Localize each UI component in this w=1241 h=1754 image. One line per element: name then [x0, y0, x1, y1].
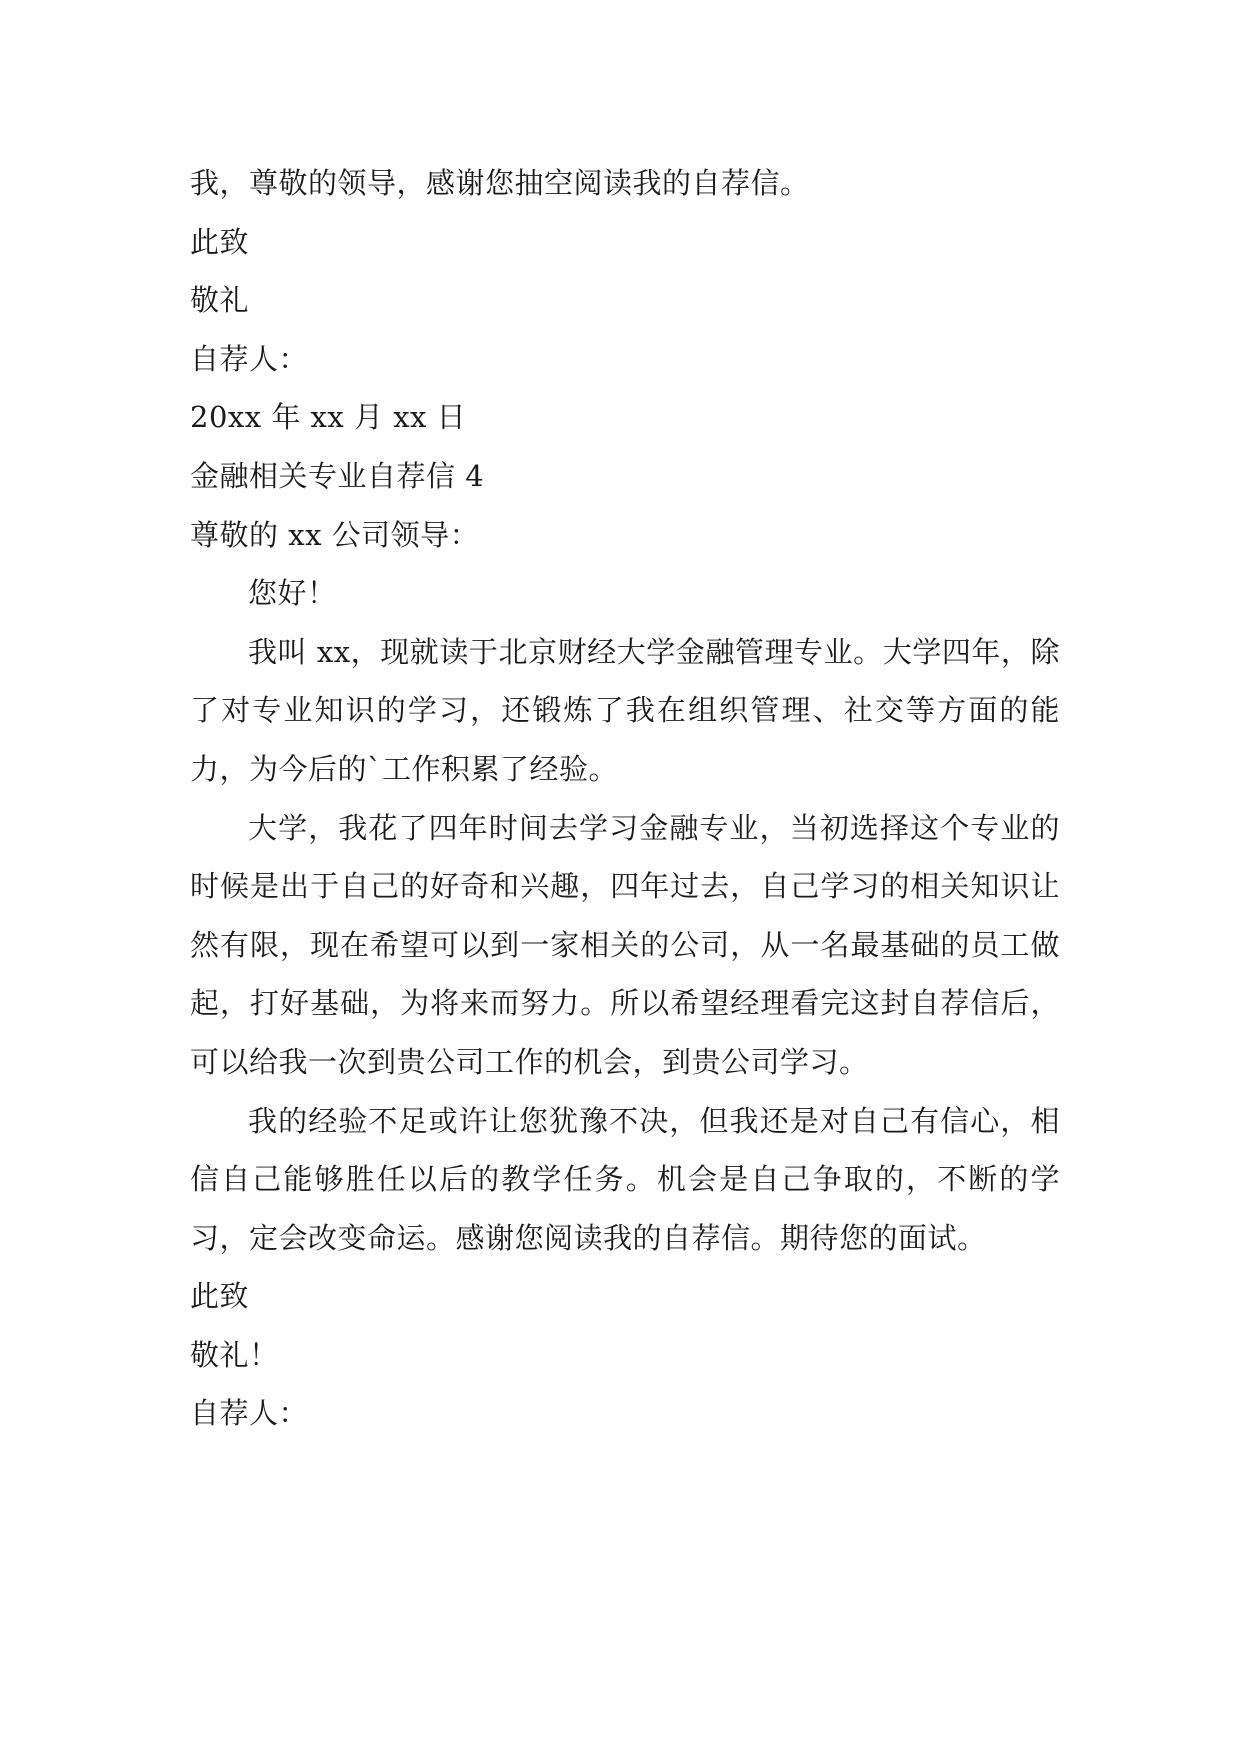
signer-label: 自荐人： — [190, 341, 309, 376]
closing-signer-label: 自荐人： — [190, 1396, 309, 1431]
paragraph-study: 大学，我花了四年时间去学习金融专业，当初选择这个专业的时候是出于自己的好奇和兴趣，四年过去，自己学习的相关知识让然有限，现在希望可以到一家相关的公司，从一名最基础的员工做起，打好基础，为将来而努力。所以希望经理看完这封自荐信后，可以给我一次到贵公司工作的机会，到贵公司学习。 — [190, 810, 1060, 1079]
paragraph-intro: 我叫 xx，现就读于北京财经大学金融管理专业。大学四年，除了对专业知识的学习，还锻炼了我在组织管理、社交等方面的能力，为今后的`工作积累了经验。 — [190, 634, 1060, 786]
closing-respect: 敬礼！ — [190, 1337, 279, 1372]
respect-line: 敬礼 — [190, 283, 250, 318]
date-line: 20xx 年 xx 月 xx 日 — [190, 400, 467, 435]
greeting: 您好！ — [248, 576, 337, 611]
letter-body — [190, 154, 1060, 1443]
paragraph-confidence: 我的经验不足或许让您犹豫不决，但我还是对自己有信心，相信自己能够胜任以后的教学任务。机会是自己争取的，不断的学习，定会改变命运。感谢您阅读我的自荐信。期待您的面试。 — [190, 1103, 1060, 1255]
closing-salutation: 此致 — [190, 1279, 250, 1314]
section-title: 金融相关专业自荐信 4 — [190, 458, 485, 493]
addressee-line: 尊敬的 xx 公司领导： — [190, 517, 480, 552]
closing-thanks-line: 我，尊敬的领导，感谢您抽空阅读我的自荐信。 — [190, 166, 810, 200]
salutation-line: 此致 — [190, 224, 250, 259]
